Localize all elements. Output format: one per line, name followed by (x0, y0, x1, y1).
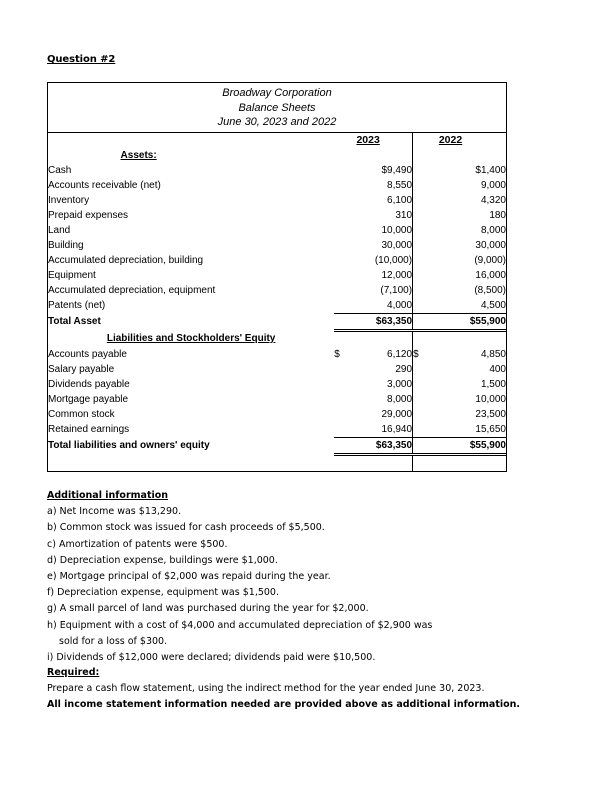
row-currency-2022 (413, 238, 433, 253)
row-currency-2023 (334, 283, 354, 298)
row-currency-2022 (413, 283, 433, 298)
liabilities-heading-pad-1 (334, 330, 354, 347)
row-currency-2023 (334, 253, 354, 268)
info-item-b: b) Common stock was issued for cash proceeds of $5,500. (47, 522, 325, 534)
info-item-e: e) Mortgage principal of $2,000 was repaid during the year. (47, 571, 331, 583)
total-assets-currency-2023 (334, 313, 354, 330)
row-label: Accumulated depreciation, equipment (48, 284, 216, 296)
table-row (48, 347, 506, 362)
total-assets-value-2023: $63,350 (354, 313, 412, 330)
company-name: Broadway Corporation (222, 87, 332, 99)
row-currency-2022 (413, 422, 433, 438)
total-assets-currency-2022 (413, 313, 433, 330)
row-currency-2022 (413, 298, 433, 314)
table-row (48, 283, 506, 298)
row-value-2022: 8,000 (480, 224, 506, 236)
table-row (48, 208, 506, 223)
table-row (48, 193, 506, 208)
table-row (48, 377, 506, 392)
balance-sheet-table (47, 82, 507, 472)
row-value-2022: (9,000) (474, 254, 506, 266)
row-value-2022: 15,650 (475, 423, 506, 435)
assets-heading-row (48, 148, 506, 163)
total-assets-value-2022: $55,900 (433, 313, 506, 330)
table-row (48, 298, 506, 314)
table-row (48, 422, 506, 438)
row-value-2022: (8,500) (474, 284, 506, 296)
tail-pad-3 (413, 454, 433, 471)
row-value-2023: 3,000 (387, 378, 413, 390)
row-value-2023: 8,550 (387, 179, 413, 191)
row-value-2023: 29,000 (381, 408, 413, 420)
info-item-d: d) Depreciation expense, buildings were $1,000. (47, 554, 278, 566)
row-label: Equipment (48, 269, 96, 281)
required-instruction: Prepare a cash flow statement, using the indirect method for the year ended June 30, 2023. (47, 683, 485, 695)
table-row (48, 238, 506, 253)
balance-sheet-title-block (48, 83, 506, 133)
assets-heading-pad-1 (334, 148, 354, 163)
total-liabilities-currency-2023 (334, 437, 354, 454)
total-liabilities-row (48, 437, 506, 454)
row-value-2023: $9,490 (381, 164, 413, 176)
tail-pad-label (48, 454, 334, 471)
row-value-2023: (10,000) (374, 254, 413, 266)
row-currency-2022: $ (413, 347, 433, 362)
required-block (47, 665, 567, 714)
row-currency-2022 (413, 223, 433, 238)
table-row (48, 223, 506, 238)
tail-pad-2 (354, 454, 412, 471)
row-label: Land (48, 224, 71, 236)
row-currency-2022 (413, 253, 433, 268)
row-currency-2022 (413, 163, 433, 178)
assets-heading-pad-2 (354, 148, 412, 163)
row-value-2023: 4,000 (387, 299, 413, 311)
info-item-g: g) A small parcel of land was purchased during the year for $2,000. (47, 603, 369, 615)
row-value-2022: 16,000 (475, 269, 506, 281)
row-currency-2023 (334, 223, 354, 238)
row-value-2022: 180 (489, 209, 506, 221)
total-liabilities-value-2023: $63,350 (354, 437, 412, 454)
row-label: Prepaid expenses (48, 209, 129, 221)
row-value-2023: 10,000 (381, 224, 413, 236)
row-label: Common stock (48, 408, 115, 420)
row-currency-2022 (413, 377, 433, 392)
row-currency-2023: $ (334, 348, 340, 360)
row-value-2022: 4,500 (480, 299, 506, 311)
row-value-2023: 310 (395, 209, 413, 221)
tail-pad-4 (433, 454, 506, 471)
year-header-2023: 2023 (356, 134, 380, 146)
row-currency-2023 (334, 407, 354, 422)
row-value-2023: 6,120 (387, 348, 413, 360)
row-value-2022: 30,000 (475, 239, 506, 251)
year-header-row (48, 133, 506, 148)
row-label: Accounts payable (48, 348, 127, 360)
assets-heading-pad-4 (433, 148, 506, 163)
row-currency-2022 (413, 407, 433, 422)
info-item-h: h) Equipment with a cost of $4,000 and accumulated depreciation of $2,900 was (47, 619, 433, 631)
additional-information-block (47, 488, 547, 666)
row-currency-2023 (334, 298, 354, 314)
row-value-2022: 9,000 (480, 179, 506, 191)
total-assets-row (48, 313, 506, 330)
row-value-2022: 1,500 (480, 378, 506, 390)
row-value-2023: 12,000 (381, 269, 413, 281)
row-currency-2023 (334, 392, 354, 407)
table-row (48, 268, 506, 283)
question-heading: Question #2 (47, 54, 116, 65)
row-currency-2023 (334, 268, 354, 283)
row-currency-2023 (334, 238, 354, 253)
row-value-2023: 290 (395, 363, 413, 375)
table-row (48, 178, 506, 193)
info-item-c: c) Amortization of patents were $500. (47, 538, 228, 550)
row-value-2022: 4,850 (480, 348, 506, 360)
tail-pad-1 (334, 454, 354, 471)
row-label: Cash (48, 164, 72, 176)
row-label: Salary payable (48, 363, 115, 375)
liabilities-heading: Liabilities and Stockholders' Equity (106, 332, 276, 344)
row-value-2023: 16,940 (381, 423, 413, 435)
table-row (48, 392, 506, 407)
row-value-2023: (7,100) (380, 284, 413, 296)
row-currency-2023 (334, 208, 354, 223)
total-liabilities-value-2022: $55,900 (433, 437, 506, 454)
liabilities-heading-pad-2 (354, 330, 412, 347)
info-item-i: i) Dividends of $12,000 were declared; dividends paid were $10,500. (47, 652, 376, 664)
assets-heading-pad-3 (413, 148, 433, 163)
row-value-2022: 400 (489, 363, 506, 375)
statement-date: June 30, 2023 and 2022 (217, 116, 337, 128)
assets-heading: Assets: (120, 149, 157, 161)
statement-name: Balance Sheets (238, 101, 316, 114)
table-row (48, 362, 506, 377)
balance-sheet-body (48, 133, 506, 471)
year-header-2022: 2022 (413, 133, 506, 148)
row-label: Accumulated depreciation, building (48, 254, 204, 266)
row-label: Accounts receivable (net) (48, 179, 161, 191)
row-currency-2023 (334, 422, 354, 438)
row-label: Retained earnings (48, 423, 130, 435)
row-value-2022: $1,400 (475, 164, 506, 176)
balance-sheet-grid (48, 133, 506, 471)
row-currency-2023 (334, 362, 354, 377)
table-row (48, 253, 506, 268)
row-value-2023: 8,000 (387, 393, 413, 405)
table-row (48, 163, 506, 178)
liabilities-heading-pad-4 (433, 330, 506, 347)
table-tail-row (48, 454, 506, 471)
liabilities-heading-pad-3 (413, 330, 433, 347)
required-note: All income statement information needed are provided above as additional information. (47, 699, 521, 711)
row-currency-2023 (334, 163, 354, 178)
row-currency-2023 (334, 178, 354, 193)
row-value-2022: 23,500 (475, 408, 506, 420)
row-value-2023: 30,000 (381, 239, 413, 251)
row-label: Mortgage payable (48, 393, 129, 405)
row-label: Dividends payable (48, 378, 130, 390)
row-currency-2022 (413, 208, 433, 223)
row-currency-2022 (413, 268, 433, 283)
row-currency-2022 (413, 392, 433, 407)
row-value-2022: 4,320 (480, 194, 506, 206)
total-liabilities-label: Total liabilities and owners' equity (48, 440, 210, 451)
total-liabilities-currency-2022 (413, 437, 433, 454)
row-currency-2022 (413, 178, 433, 193)
row-currency-2023 (334, 377, 354, 392)
row-label: Building (48, 239, 84, 251)
table-row (48, 407, 506, 422)
year-header-blank (48, 133, 334, 148)
total-assets-label: Total Asset (48, 316, 101, 327)
row-currency-2022 (413, 362, 433, 377)
row-label: Inventory (48, 194, 90, 206)
row-label: Patents (net) (48, 299, 106, 311)
info-item-a: a) Net Income was $13,290. (47, 506, 182, 518)
row-currency-2022 (413, 193, 433, 208)
row-currency-2023 (334, 193, 354, 208)
info-item-h-continued: sold for a loss of $300. (59, 635, 168, 647)
required-heading: Required: (47, 667, 100, 678)
liabilities-heading-row (48, 330, 506, 347)
row-value-2022: 10,000 (475, 393, 506, 405)
info-item-f: f) Depreciation expense, equipment was $1,500. (47, 587, 279, 599)
row-value-2023: 6,100 (387, 194, 413, 206)
additional-information-heading: Additional information (47, 490, 169, 501)
